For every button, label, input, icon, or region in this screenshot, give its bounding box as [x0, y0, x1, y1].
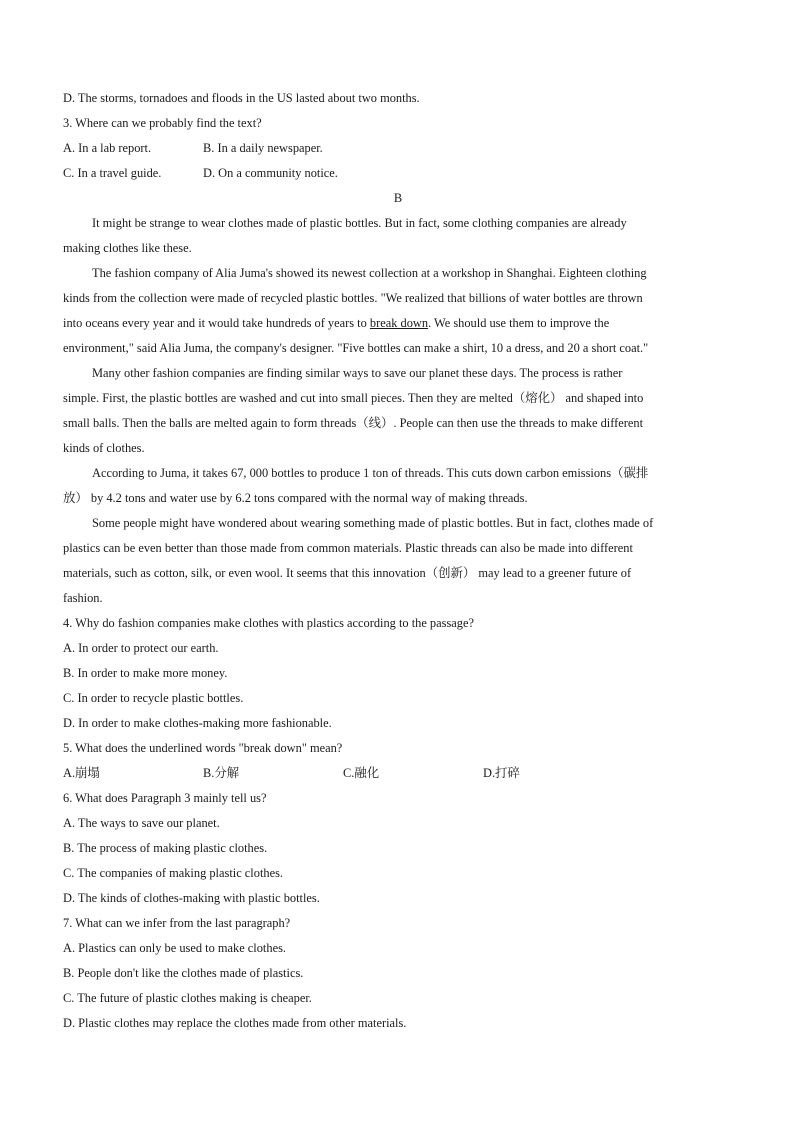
- q5-option-d: D.打碎: [483, 766, 520, 780]
- document-page: [63, 86, 733, 1036]
- q5-options-row: [63, 761, 733, 786]
- paragraph-3-line: simple. First, the plastic bottles are washed and cut into small pieces. Then they are melted（熔化） and shaped into: [63, 391, 644, 405]
- q7-option-b: B. People don't like the clothes made of plastics.: [63, 966, 304, 980]
- q6-option-d: D. The kinds of clothes-making with plastic bottles.: [63, 891, 320, 905]
- q6-option-b: B. The process of making plastic clothes.: [63, 841, 268, 855]
- text-span: into oceans every year and it would take hundreds of years to: [63, 316, 370, 330]
- text-span: . We should use them to improve the: [428, 316, 610, 330]
- paragraph-5-line: Some people might have wondered about wearing something made of plastic bottles. But in fact, clothes made of: [92, 516, 654, 530]
- q4-question: 4. Why do fashion companies make clothes with plastics according to the passage?: [63, 616, 474, 630]
- paragraph-3-line: Many other fashion companies are finding similar ways to save our planet these days. The process is rather: [92, 366, 623, 380]
- q3-options-row-2: [63, 161, 733, 186]
- q3-option-d: D. On a community notice.: [203, 166, 338, 180]
- q3-question: 3. Where can we probably find the text?: [63, 116, 262, 130]
- q7-option-c: C. The future of plastic clothes making is cheaper.: [63, 991, 312, 1005]
- q2-option-d: D. The storms, tornadoes and floods in the US lasted about two months.: [63, 91, 420, 105]
- q6-question: 6. What does Paragraph 3 mainly tell us?: [63, 791, 267, 805]
- paragraph-2-line: [63, 311, 733, 336]
- q7-question: 7. What can we infer from the last paragraph?: [63, 916, 291, 930]
- q3-option-a: A. In a lab report.: [63, 141, 152, 155]
- q5-question: 5. What does the underlined words "break down" mean?: [63, 741, 343, 755]
- q4-option-b: B. In order to make more money.: [63, 666, 228, 680]
- q4-option-a: A. In order to protect our earth.: [63, 641, 219, 655]
- section-heading: B: [393, 191, 403, 205]
- paragraph-4-line: According to Juma, it takes 67, 000 bottles to produce 1 ton of threads. This cuts down carbon emissions（碳排: [92, 466, 649, 480]
- q3-option-b: B. In a daily newspaper.: [203, 141, 323, 155]
- q6-option-c: C. The companies of making plastic clothes.: [63, 866, 284, 880]
- paragraph-4-line: 放） by 4.2 tons and water use by 6.2 tons compared with the normal way of making threads.: [63, 491, 528, 505]
- underlined-phrase: break down: [369, 316, 429, 330]
- q3-options-row-1: [63, 136, 733, 161]
- paragraph-2-line: environment," said Alia Juma, the company's designer. "Five bottles can make a shirt, 10 a dress, and 20 a short coat.": [63, 341, 649, 355]
- paragraph-5-line: plastics can be even better than those made from common materials. Plastic threads can also be made into different: [63, 541, 633, 555]
- paragraph-1-line: making clothes like these.: [63, 241, 192, 255]
- q7-option-d: D. Plastic clothes may replace the clothes made from other materials.: [63, 1016, 407, 1030]
- paragraph-5-line: fashion.: [63, 591, 103, 605]
- q4-option-c: C. In order to recycle plastic bottles.: [63, 691, 244, 705]
- q3-option-c: C. In a travel guide.: [63, 166, 162, 180]
- paragraph-3-line: kinds of clothes.: [63, 441, 145, 455]
- q5-option-c: C.融化: [343, 766, 380, 780]
- paragraph-2-line: kinds from the collection were made of recycled plastic bottles. "We realized that billions of water bottles are thrown: [63, 291, 643, 305]
- paragraph-5-line: materials, such as cotton, silk, or even wool. It seems that this innovation（创新） may lead to a greener future of: [63, 566, 632, 580]
- q5-option-a: A.崩塌: [63, 766, 100, 780]
- paragraph-3-line: small balls. Then the balls are melted again to form threads（线）. People can then use the threads to make different: [63, 416, 644, 430]
- q4-option-d: D. In order to make clothes-making more fashionable.: [63, 716, 332, 730]
- paragraph-2-line: The fashion company of Alia Juma's showed its newest collection at a workshop in Shanghai. Eighteen clothing: [92, 266, 647, 280]
- q5-option-b: B.分解: [203, 766, 240, 780]
- paragraph-1-line: It might be strange to wear clothes made of plastic bottles. But in fact, some clothing companies are already: [92, 216, 627, 230]
- q7-option-a: A. Plastics can only be used to make clothes.: [63, 941, 286, 955]
- q6-option-a: A. The ways to save our planet.: [63, 816, 220, 830]
